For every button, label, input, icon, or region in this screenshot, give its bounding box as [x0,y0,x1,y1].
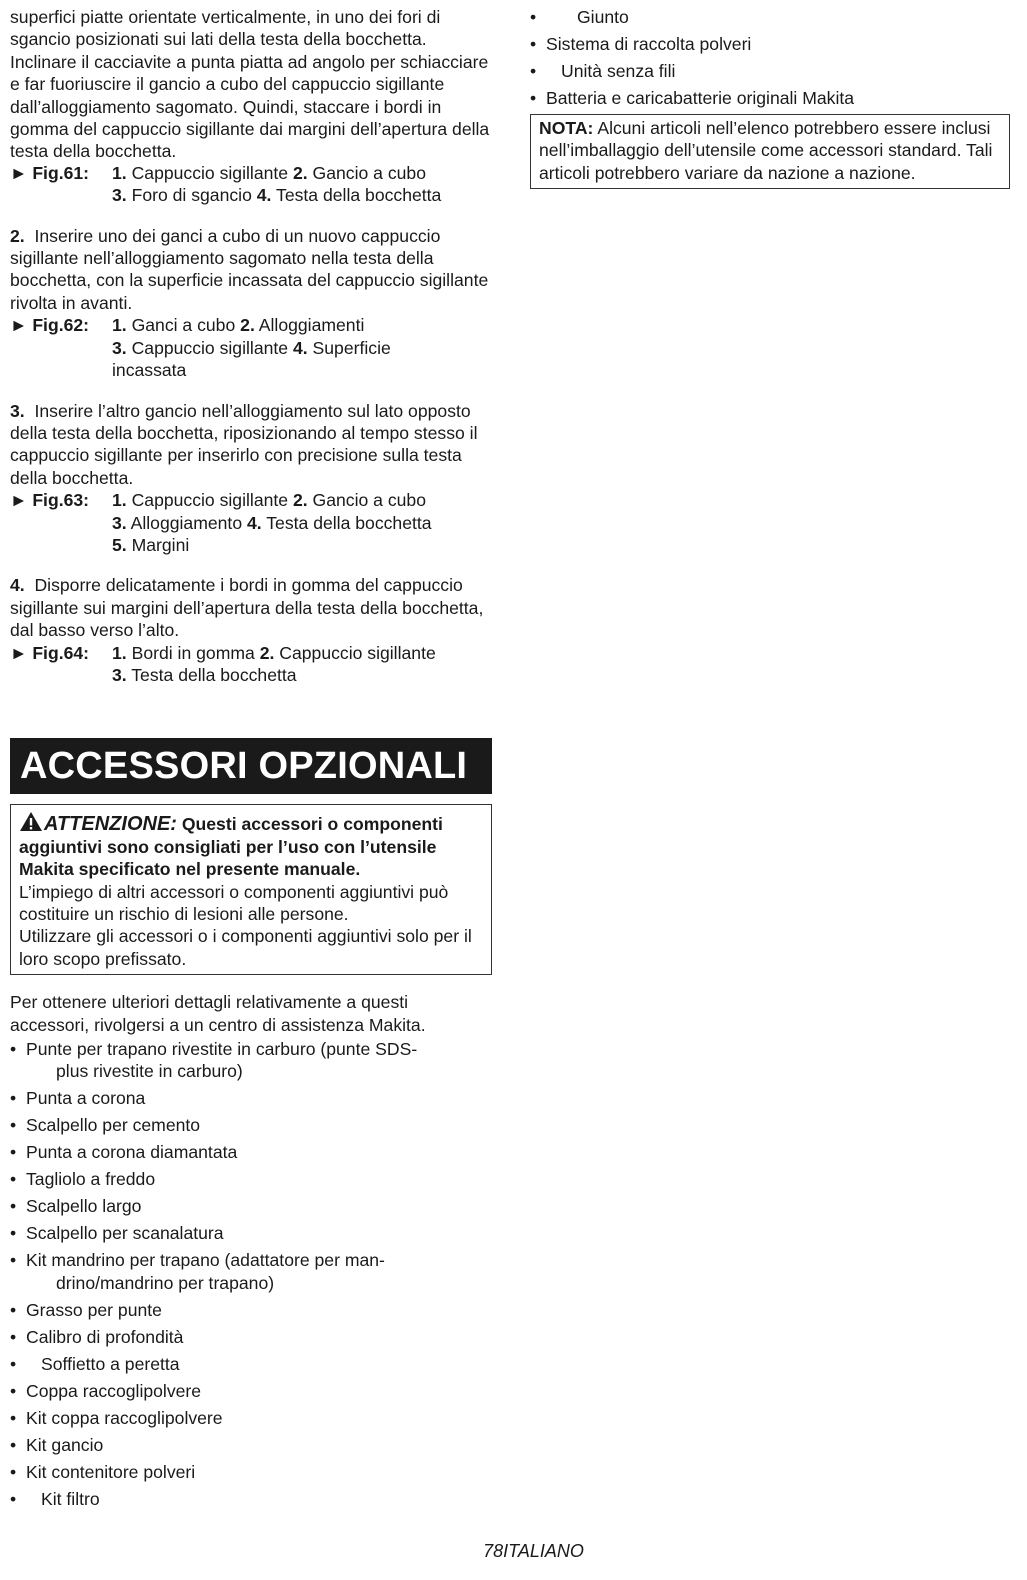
fig-ref: Fig.64: [32,642,90,663]
arrow-icon: ► [10,315,28,336]
warning-icon [19,811,43,832]
list-item: • Kit mandrino per trapano (adattatore per man- drino/mandrino per trapano) [10,1250,385,1293]
list-item: • Giunto [530,7,629,27]
arrow-icon: ► [10,162,28,183]
list-item: • Unità senza fili [530,61,676,81]
list-item: • Tagliolo a freddo [10,1169,156,1190]
warning-text-1: L’impiego di altri accessori o componenti aggiuntivi può costituire un rischio di lesioni alle persone. [19,881,449,924]
note-box [530,114,1010,189]
list-item: • Punta a corona [10,1088,146,1109]
intro-text: Per ottenere ulteriori dettagli relativamente a questi accessori, rivolgersi a un centro di assistenza Makita. [10,992,426,1035]
list-item: • Batteria e caricabatterie originali Makita [530,88,855,108]
list-item: • Scalpello largo [10,1196,142,1217]
list-item: • Kit coppa raccoglipolvere [10,1407,223,1428]
note-label: NOTA: [539,118,594,138]
arrow-icon: ► [10,490,28,511]
page-number: 78ITALIANO [483,1541,584,1561]
list-item: • Scalpello per cemento [10,1115,201,1136]
left-column [10,6,492,1515]
fig61-caption: ► Fig.61: 1. Cappuccio sigillante 2. Gancio a cubo 3. Foro di sgancio 4. Testa della bocchetta [10,162,442,206]
warning-title: ATTENZIONE: [44,813,177,836]
accessory-list [10,1038,492,1510]
section-title: ACCESSORI OPZIONALI [10,738,492,794]
list-item: • Soffietto a peretta [10,1353,180,1374]
list-item: • Grasso per punte [10,1299,162,1320]
fig-ref: Fig.63: [32,490,90,511]
list-item: • Calibro di profondità [10,1326,184,1347]
list-item: • Punta a corona diamantata [10,1142,238,1163]
fig63-caption: ► Fig.63: 1. Cappuccio sigillante 2. Gancio a cubo 3. Alloggiamento 4. Testa della bocchetta 5. Margini [10,490,432,555]
list-item: • Kit gancio [10,1434,104,1455]
step4-text: 4. Disporre delicatamente i bordi in gomma del cappuccio sigillante sui margini dell’apertura della testa della bocchetta, dal basso verso l’alto. [10,575,484,641]
accessory-list-continued [530,6,1010,109]
fig64-caption: ► Fig.64: 1. Bordi in gomma 2. Cappuccio sigillante 3. Testa della bocchetta [10,642,436,685]
warning-box [10,804,492,975]
warning-bold-text: Questi accessori o componenti aggiuntivi sono consigliati per l’uso con l’utensile Makita specificato nel presente manuale. [19,814,443,880]
arrow-icon: ► [10,642,28,663]
fig62-caption: ► Fig.62: 1. Ganci a cubo 2. Alloggiamenti 3. Cappuccio sigillante 4. Superficie incassata [10,315,391,381]
list-item: • Coppa raccoglipolvere [10,1380,202,1401]
list-item: • Scalpello per scanalatura [10,1223,224,1244]
page-footer [0,1540,1027,1562]
step1-text: superfici piatte orientate verticalmente, in uno dei fori di sgancio posizionati sui lati della testa della bocchetta. Inclinare il cacciavite a punta piatta ad angolo per schiacciare e far fuoriuscire il gancio a cubo del cappuccio sigillante dall’alloggiamento sagomato. Quindi, staccare i bordi in gomma del cappuccio sigillante dai margini dell’apertura della testa della bocchetta. [10,7,490,162]
list-item: • Punte per trapano rivestite in carburo (punte SDS- plus rivestite in carburo) [10,1039,418,1082]
right-column [530,6,1010,189]
note-text: Alcuni articoli nell’elenco potrebbero essere inclusi nell’imballaggio dell’utensile come accessori standard. Tali articoli potrebbero variare da nazione a nazione. [539,118,993,183]
warning-text-2: Utilizzare gli accessori o i componenti aggiuntivi solo per il loro scopo prefissato. [19,926,472,969]
step3-text: 3. Inserire l’altro gancio nell’alloggiamento sul lato opposto della testa della bocchetta, riposizionando al tempo stesso il cappuccio sigillante per inserirlo con precisione sulla testa della bocchetta. [10,400,478,488]
list-item: • Kit filtro [10,1488,100,1509]
list-item: • Sistema di raccolta polveri [530,34,752,54]
fig-ref: Fig.62: [32,315,90,336]
step2-text: 2. Inserire uno dei ganci a cubo di un nuovo cappuccio sigillante nell’alloggiamento sagomato nella testa della bocchetta, con la superficie incassata del cappuccio sigillante rivolta in avanti. [10,225,489,313]
fig-ref: Fig.61: [32,162,90,183]
list-item: • Kit contenitore polveri [10,1461,196,1482]
